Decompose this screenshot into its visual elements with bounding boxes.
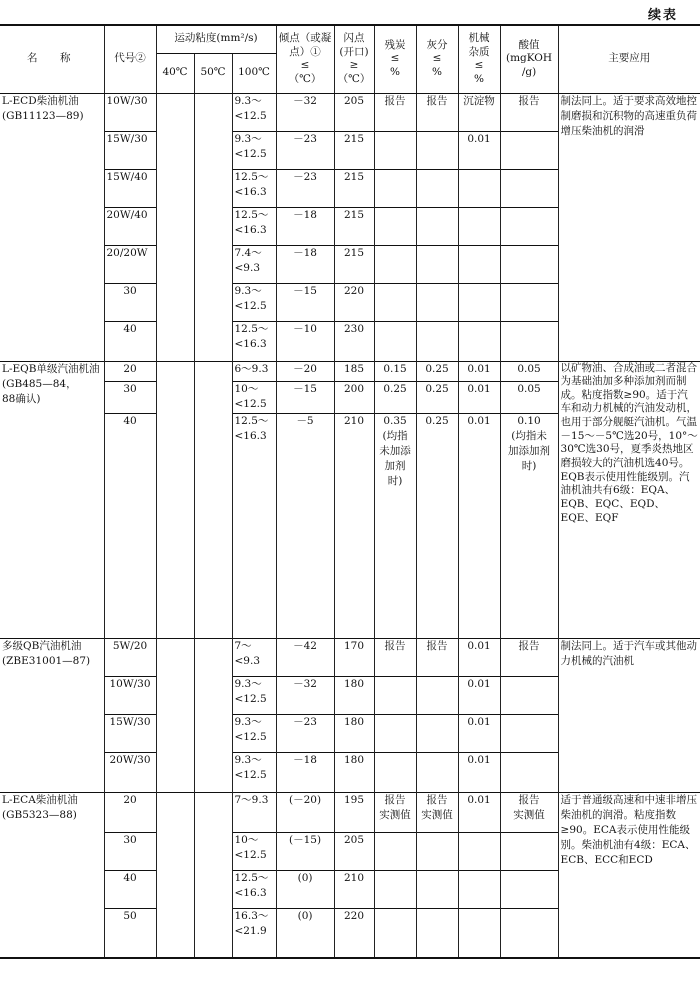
- mech-impurity: [458, 870, 500, 908]
- acid-value: [500, 245, 558, 283]
- ash: 报告: [416, 638, 458, 676]
- mech-impurity: [458, 908, 500, 958]
- mech-impurity: 0.01: [458, 131, 500, 169]
- header-name: 名 称: [0, 25, 104, 93]
- ash: [416, 714, 458, 752]
- acid-value: [500, 870, 558, 908]
- application-text: 以矿物油、合成油或二者混合为基础油加多种添加剂而制成。粘度指数≥90。适于汽车和动力机械的汽油发动机，也用于部分舰艇汽油机。气温－15～－5℃选20号，10°～30℃选30号，夏季炎热地区磨损较大的汽油机选40号。EQB表示使用性能级别。汽油机油共有6级：EQA、EQB、EQC、EQD、EQE、EQF: [558, 361, 700, 638]
- ash: 报告 实测值: [416, 792, 458, 832]
- acid-value: [500, 207, 558, 245]
- header-code: 代号②: [104, 25, 156, 93]
- viscosity-100c: 12.5～ <16.3: [232, 413, 276, 638]
- header-viscosity: 运动粘度(mm²/s): [156, 25, 276, 53]
- ash: [416, 169, 458, 207]
- pour-point: －23: [276, 131, 334, 169]
- pour-point: －18: [276, 245, 334, 283]
- application-text: 制法同上。适于汽车或其他动力机械的汽油机: [558, 638, 700, 792]
- mech-impurity: 0.01: [458, 676, 500, 714]
- flash-point: 210: [334, 870, 374, 908]
- acid-value: [500, 321, 558, 361]
- pour-point: －15: [276, 283, 334, 321]
- mech-impurity: [458, 832, 500, 870]
- carbon-residue: [374, 676, 416, 714]
- code-cell: 5W/20: [104, 638, 156, 676]
- ash: [416, 908, 458, 958]
- viscosity-100c: 10～ <12.5: [232, 832, 276, 870]
- flash-point: 215: [334, 207, 374, 245]
- code-cell: 30: [104, 832, 156, 870]
- header-100c: 100℃: [232, 53, 276, 93]
- flash-point: 220: [334, 283, 374, 321]
- viscosity-100c: 10～ <12.5: [232, 381, 276, 413]
- header-ash: 灰分 ≤ %: [416, 25, 458, 93]
- code-cell: 15W/30: [104, 714, 156, 752]
- code-cell: 50: [104, 908, 156, 958]
- application-text: 适于普通级高速和中速非增压柴油机的润滑。粘度指数≥90。ECA表示使用性能级别。柴油机油有4级：ECA、ECB、ECC和ECD: [558, 792, 700, 958]
- product-name: 多级QB汽油机油 (ZBE31001—87): [0, 638, 104, 792]
- table-header: [0, 25, 700, 93]
- mech-impurity: 0.01: [458, 413, 500, 638]
- ash: [416, 321, 458, 361]
- flash-point: 195: [334, 792, 374, 832]
- group-eca: [0, 792, 700, 958]
- pour-point: －18: [276, 207, 334, 245]
- pour-point: －10: [276, 321, 334, 361]
- flash-point: 180: [334, 714, 374, 752]
- oil-spec-table: [0, 24, 700, 959]
- acid-value: [500, 752, 558, 792]
- carbon-residue: [374, 832, 416, 870]
- ash: 0.25: [416, 381, 458, 413]
- ash: 0.25: [416, 361, 458, 381]
- mech-impurity: 0.01: [458, 792, 500, 832]
- acid-value: 0.05: [500, 361, 558, 381]
- viscosity-100c: 9.3～ <12.5: [232, 752, 276, 792]
- acid-value: [500, 908, 558, 958]
- code-cell: 20: [104, 792, 156, 832]
- viscosity-100c: 12.5～ <16.3: [232, 207, 276, 245]
- application-text: 制法同上。适于要求高效地控制磨损和沉积物的高速重负荷增压柴油机的润滑: [558, 93, 700, 361]
- acid-value: 0.05: [500, 381, 558, 413]
- code-cell: 30: [104, 381, 156, 413]
- code-cell: 10W/30: [104, 93, 156, 131]
- carbon-residue: 0.25: [374, 381, 416, 413]
- group-qb: [0, 638, 700, 792]
- carbon-residue: [374, 131, 416, 169]
- code-cell: 15W/40: [104, 169, 156, 207]
- pour-point: (－20): [276, 792, 334, 832]
- mech-impurity: [458, 283, 500, 321]
- pour-point: －32: [276, 676, 334, 714]
- code-cell: 20/20W: [104, 245, 156, 283]
- header-50c: 50℃: [194, 53, 232, 93]
- flash-point: 215: [334, 131, 374, 169]
- pour-point: －15: [276, 381, 334, 413]
- viscosity-100c: 7～9.3: [232, 792, 276, 832]
- flash-point: 185: [334, 361, 374, 381]
- flash-point: 215: [334, 245, 374, 283]
- acid-value: 报告 实测值: [500, 792, 558, 832]
- flash-point: 180: [334, 752, 374, 792]
- carbon-residue: 报告: [374, 638, 416, 676]
- acid-value: 报告: [500, 93, 558, 131]
- viscosity-100c: 16.3～ <21.9: [232, 908, 276, 958]
- viscosity-100c: 6～9.3: [232, 361, 276, 381]
- mech-impurity: [458, 169, 500, 207]
- viscosity-100c: 12.5～ <16.3: [232, 321, 276, 361]
- flash-point: 180: [334, 676, 374, 714]
- mech-impurity: [458, 245, 500, 283]
- flash-point: 210: [334, 413, 374, 638]
- flash-point: 205: [334, 832, 374, 870]
- header-application: 主要应用: [558, 25, 700, 93]
- flash-point: 220: [334, 908, 374, 958]
- pour-point: －23: [276, 169, 334, 207]
- flash-point: 205: [334, 93, 374, 131]
- continued-label: 续表: [647, 8, 678, 23]
- ash: [416, 245, 458, 283]
- carbon-residue: [374, 714, 416, 752]
- code-cell: 15W/30: [104, 131, 156, 169]
- carbon-residue: [374, 870, 416, 908]
- viscosity-100c: 9.3～ <12.5: [232, 714, 276, 752]
- code-cell: 40: [104, 321, 156, 361]
- ash: [416, 752, 458, 792]
- mech-impurity: 沉淀物: [458, 93, 500, 131]
- header-carbon-residue: 残炭 ≤ %: [374, 25, 416, 93]
- viscosity-100c: 9.3～ <12.5: [232, 676, 276, 714]
- carbon-residue: 报告: [374, 93, 416, 131]
- code-cell: 20W/40: [104, 207, 156, 245]
- pour-point: (－15): [276, 832, 334, 870]
- ash: [416, 832, 458, 870]
- code-cell: 10W/30: [104, 676, 156, 714]
- mech-impurity: 0.01: [458, 714, 500, 752]
- pour-point: －20: [276, 361, 334, 381]
- code-cell: 40: [104, 413, 156, 638]
- viscosity-100c: 7～ <9.3: [232, 638, 276, 676]
- ash: 报告: [416, 93, 458, 131]
- acid-value: [500, 131, 558, 169]
- pour-point: －5: [276, 413, 334, 638]
- product-name: L-EQB单级汽油机油 (GB485—84， 88确认): [0, 361, 104, 638]
- viscosity-100c: 12.5～ <16.3: [232, 870, 276, 908]
- viscosity-100c: 9.3～ <12.5: [232, 131, 276, 169]
- ash: 0.25: [416, 413, 458, 638]
- ash: [416, 207, 458, 245]
- mech-impurity: 0.01: [458, 381, 500, 413]
- acid-value: [500, 283, 558, 321]
- carbon-residue: 报告 实测值: [374, 792, 416, 832]
- flash-point: 170: [334, 638, 374, 676]
- carbon-residue: [374, 207, 416, 245]
- header-acid-value: 酸值 (mgKOH /g): [500, 25, 558, 93]
- flash-point: 200: [334, 381, 374, 413]
- ash: [416, 870, 458, 908]
- acid-value: 报告: [500, 638, 558, 676]
- code-cell: 20W/30: [104, 752, 156, 792]
- header-mech-impurity: 机械 杂质 ≤ %: [458, 25, 500, 93]
- carbon-residue: [374, 321, 416, 361]
- flash-point: 215: [334, 169, 374, 207]
- acid-value: [500, 169, 558, 207]
- pour-point: －42: [276, 638, 334, 676]
- carbon-residue: [374, 908, 416, 958]
- product-name: L-ECD柴油机油 (GB11123—89): [0, 93, 104, 361]
- viscosity-100c: 9.3～ <12.5: [232, 283, 276, 321]
- header-flash-point: 闪点 (开口) ≥ （℃）: [334, 25, 374, 93]
- carbon-residue: [374, 169, 416, 207]
- acid-value: 0.10 (均指未 加添加剂 时): [500, 413, 558, 638]
- carbon-residue: [374, 245, 416, 283]
- pour-point: －32: [276, 93, 334, 131]
- carbon-residue: [374, 283, 416, 321]
- code-cell: 20: [104, 361, 156, 381]
- acid-value: [500, 676, 558, 714]
- product-name: L-ECA柴油机油 (GB5323—88): [0, 792, 104, 958]
- acid-value: [500, 714, 558, 752]
- header-pour-point: 倾点（或凝点）① ≤ （℃）: [276, 25, 334, 93]
- acid-value: [500, 832, 558, 870]
- mech-impurity: 0.01: [458, 638, 500, 676]
- mech-impurity: 0.01: [458, 361, 500, 381]
- pour-point: (0): [276, 870, 334, 908]
- ash: [416, 131, 458, 169]
- group-ecd: [0, 93, 700, 361]
- mech-impurity: [458, 321, 500, 361]
- carbon-residue: [374, 752, 416, 792]
- pour-point: －18: [276, 752, 334, 792]
- viscosity-100c: 7.4～ <9.3: [232, 245, 276, 283]
- flash-point: 230: [334, 321, 374, 361]
- viscosity-100c: 12.5～ <16.3: [232, 169, 276, 207]
- viscosity-100c: 9.3～ <12.5: [232, 93, 276, 131]
- carbon-residue: 0.15: [374, 361, 416, 381]
- code-cell: 30: [104, 283, 156, 321]
- mech-impurity: [458, 207, 500, 245]
- mech-impurity: 0.01: [458, 752, 500, 792]
- group-eqb: [0, 361, 700, 638]
- header-40c: 40℃: [156, 53, 194, 93]
- ash: [416, 676, 458, 714]
- code-cell: 40: [104, 870, 156, 908]
- pour-point: (0): [276, 908, 334, 958]
- pour-point: －23: [276, 714, 334, 752]
- carbon-residue: 0.35 (均指 未加添 加剂 时): [374, 413, 416, 638]
- ash: [416, 283, 458, 321]
